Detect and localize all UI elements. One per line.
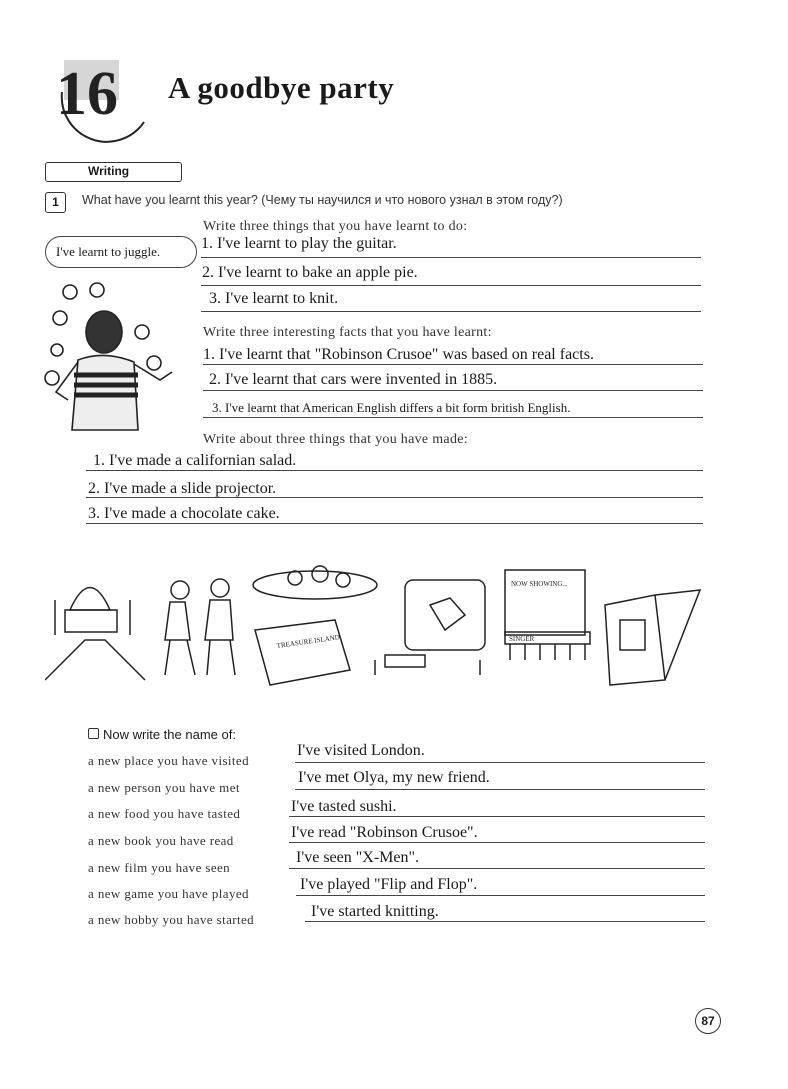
row-label: a new book you have read [88, 833, 234, 848]
answer-field[interactable]: I've visited London. [297, 742, 425, 759]
answer-line [86, 470, 703, 471]
answer-line [201, 285, 701, 286]
answer-field[interactable]: 2. I've learnt that cars were invented in 1885. [209, 371, 498, 388]
answer-field[interactable]: 3. I've made a chocolate cake. [88, 505, 280, 522]
svg-text:NOW SHOWING...: NOW SHOWING... [511, 580, 568, 588]
answer-line [201, 311, 701, 312]
section-heading [45, 162, 182, 182]
names-instruction [88, 727, 236, 742]
answer-field[interactable]: I've played "Flip and Flop". [300, 876, 478, 893]
answer-field[interactable]: I've met Olya, my new friend. [298, 769, 490, 786]
answer-field[interactable]: 2. I've learnt to bake an apple pie. [202, 264, 418, 281]
juggler-illustration [42, 280, 192, 450]
answer-line [201, 257, 701, 258]
page-number: 87 [695, 1008, 721, 1034]
answer-line [86, 497, 703, 498]
book-illustration [255, 620, 350, 685]
answer-field[interactable]: 1. I've made a californian salad. [93, 452, 297, 469]
cinema-illustration [505, 570, 590, 660]
made-instruction: Write about three things that you have made: [203, 432, 468, 447]
learnt-to-do-instruction: Write three things that you have learnt to do: [203, 219, 468, 234]
speech-bubble [45, 236, 197, 268]
answer-field[interactable]: 1. I've learnt that "Robinson Crusoe" was based on real facts. [203, 346, 594, 363]
row-label: a new game you have played [88, 886, 249, 901]
answer-line [289, 816, 705, 817]
answer-line [295, 762, 705, 763]
exercise-number: 1 [45, 192, 66, 213]
photo-album-illustration [605, 590, 700, 685]
answer-line [295, 789, 705, 790]
answer-line [289, 842, 705, 843]
answer-field[interactable]: 3. I've learnt that American English differs a bit form british English. [212, 400, 571, 415]
food-plate-illustration [253, 566, 377, 599]
row-label: a new food you have tasted [88, 806, 241, 821]
answer-line [203, 417, 703, 418]
answer-field[interactable]: 1. I've learnt to play the guitar. [201, 235, 397, 252]
answer-field[interactable]: 2. I've made a slide projector. [88, 480, 277, 497]
answer-field[interactable]: I've seen "X-Men". [296, 849, 420, 866]
section-label: Writing [88, 164, 130, 178]
row-label: a new person you have met [88, 780, 240, 795]
answer-field[interactable]: I've started knitting. [311, 903, 439, 920]
names-instruction-text: Now write the name of: [103, 727, 236, 742]
row-label: a new place you have visited [88, 753, 250, 768]
answer-line [305, 921, 705, 922]
illustration-strip [45, 560, 705, 695]
taj-mahal-illustration [45, 588, 145, 681]
answer-line [203, 364, 703, 365]
page-title: A goodbye party [168, 70, 395, 105]
row-label: a new film you have seen [88, 860, 231, 875]
answer-field[interactable]: I've tasted sushi. [291, 798, 397, 815]
facts-instruction: Write three interesting facts that you have learnt: [203, 325, 492, 340]
answer-field[interactable]: 3. I've learnt to knit. [209, 290, 339, 307]
answer-line [203, 390, 703, 391]
people-meeting-illustration [165, 579, 235, 675]
exercise-prompt: What have you learnt this year? (Чему ты научился и что нового узнал в этом году?) [82, 193, 563, 207]
answer-line [296, 895, 705, 896]
svg-text:SINGER: SINGER [509, 635, 535, 643]
answer-line [86, 523, 703, 524]
answer-field[interactable]: I've read "Robinson Crusoe". [291, 824, 478, 841]
video-game-illustration [375, 580, 485, 675]
speech-text: I've learnt to juggle. [56, 244, 161, 259]
row-label: a new hobby you have started [88, 912, 255, 927]
unit-number: 16 [56, 60, 118, 128]
unit-number-badge [52, 52, 152, 144]
answer-line [289, 868, 705, 869]
checkbox-icon [88, 728, 99, 739]
svg-text:TREASURE ISLAND: TREASURE ISLAND [276, 633, 341, 650]
